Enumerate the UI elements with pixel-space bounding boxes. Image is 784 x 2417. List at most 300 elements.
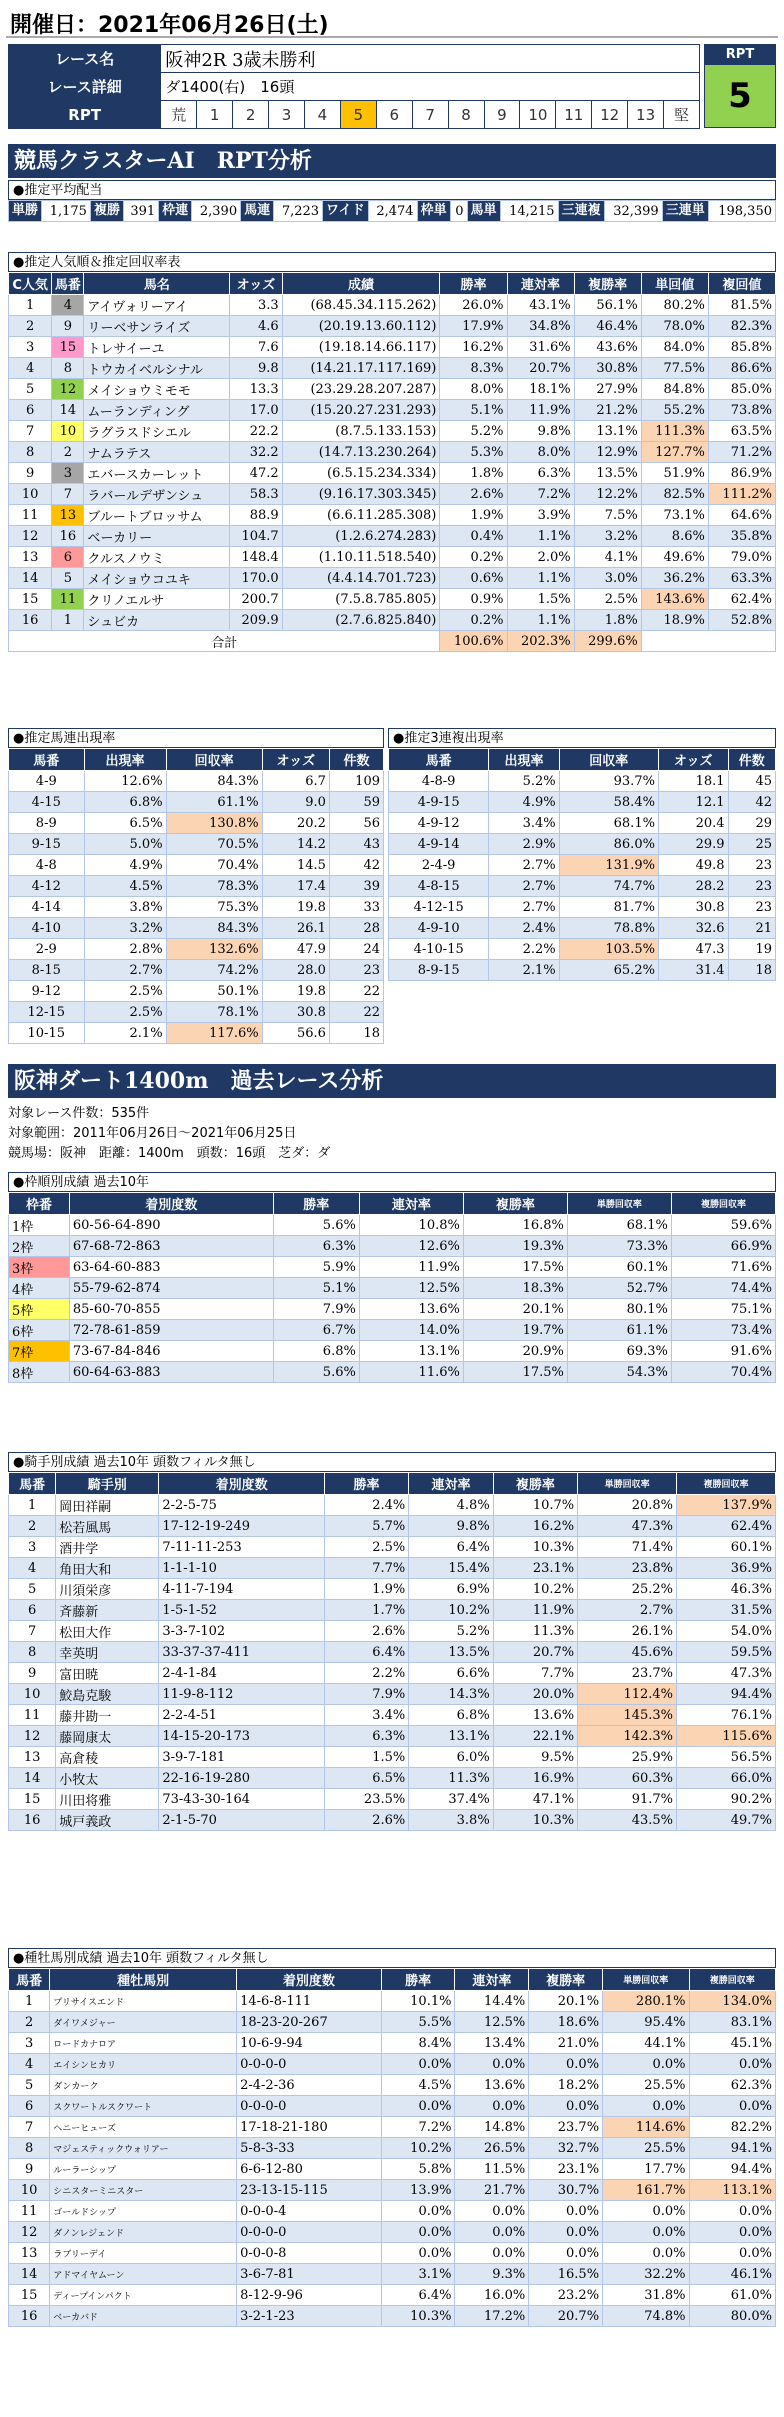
- table-cell: 6枠: [9, 1320, 70, 1341]
- column-header: オッズ: [230, 273, 282, 295]
- table-cell: 63-64-60-883: [69, 1257, 273, 1278]
- table-cell: 11.5%: [455, 2159, 529, 2180]
- table-cell: 7.7%: [493, 1663, 577, 1684]
- payout-title: ●推定平均配当: [8, 180, 776, 200]
- table-cell: 8.3%: [440, 358, 507, 379]
- table-cell: 55.2%: [641, 400, 708, 421]
- table-cell: 2.4%: [489, 918, 559, 939]
- payout-value: 1,175: [42, 201, 91, 222]
- table-row: [9, 2285, 776, 2306]
- table-cell: 4.9%: [84, 855, 166, 876]
- table-cell: ベーカバド: [50, 2306, 237, 2327]
- table-cell: 75.1%: [671, 1299, 775, 1320]
- table-cell: シニスターミニスター: [50, 2180, 237, 2201]
- table-cell: 4: [9, 358, 52, 379]
- table-row: [9, 939, 384, 960]
- table-cell: 59.5%: [677, 1642, 776, 1663]
- table-cell: ダイワメジャー: [50, 2012, 237, 2033]
- table-cell: 0.0%: [381, 2054, 455, 2075]
- column-header: 勝率: [273, 1193, 359, 1215]
- table-cell: 67-68-72-863: [69, 1236, 273, 1257]
- table-cell: 111.3%: [641, 421, 708, 442]
- table-cell: 2.1%: [489, 960, 559, 981]
- table-cell: 8: [9, 442, 52, 463]
- table-cell: 29: [728, 813, 775, 834]
- table-cell: 62.4%: [708, 589, 775, 610]
- table-cell: 30.8: [658, 897, 728, 918]
- table-cell: 14.3%: [409, 1684, 493, 1705]
- table-cell: 13.1%: [574, 421, 641, 442]
- rpt-scale-cell: 1: [197, 101, 233, 129]
- column-header: 単勝回収率: [603, 1969, 689, 1991]
- table-cell: 9: [9, 2159, 50, 2180]
- table-cell: 49.8: [658, 855, 728, 876]
- table-cell: 5.7%: [324, 1516, 408, 1537]
- table-cell: 25.2%: [578, 1579, 677, 1600]
- table-cell: 7: [9, 421, 52, 442]
- rpt-value: 5: [705, 65, 775, 127]
- table-cell: ゴールドシップ: [50, 2201, 237, 2222]
- column-header: 単勝回収率: [578, 1473, 677, 1495]
- table-cell: クルスノウミ: [84, 547, 230, 568]
- jockey-section: [8, 1452, 776, 1831]
- table-cell: 1: [9, 295, 52, 316]
- race-detail-label: レース詳細: [9, 73, 161, 101]
- table-cell: 84.3%: [166, 918, 262, 939]
- table-cell: 2: [52, 442, 84, 463]
- column-header: 出現率: [489, 749, 559, 771]
- total-label: 合計: [9, 631, 440, 652]
- table-cell: 68.1%: [559, 813, 658, 834]
- table-cell: 36.2%: [641, 568, 708, 589]
- table-cell: ブルートブロッサム: [84, 505, 230, 526]
- rpt-scale-cell: 12: [592, 101, 628, 129]
- table-cell: 23: [728, 876, 775, 897]
- table-cell: 14.0%: [359, 1320, 463, 1341]
- table-cell: 46.4%: [574, 316, 641, 337]
- table-cell: 35.8%: [708, 526, 775, 547]
- table-cell: トレサイーユ: [84, 337, 230, 358]
- table-cell: 43: [329, 834, 383, 855]
- popularity-title: ●推定人気順＆推定回収率表: [8, 252, 776, 272]
- table-row: [9, 484, 776, 505]
- past-range: 対象範囲：2011年06月26日～2021年06月25日: [8, 1126, 297, 1141]
- table-cell: 70.4%: [166, 855, 262, 876]
- table-cell: 1: [9, 1991, 50, 2012]
- table-cell: 103.5%: [559, 939, 658, 960]
- table-cell: 4-9-10: [389, 918, 489, 939]
- column-header: 単勝回収率: [567, 1193, 671, 1215]
- table-cell: 4-8-15: [389, 876, 489, 897]
- table-cell: 0.0%: [603, 2222, 689, 2243]
- table-cell: 2.6%: [324, 1810, 408, 1831]
- table-cell: 17.2%: [455, 2306, 529, 2327]
- table-cell: 0.0%: [455, 2054, 529, 2075]
- table-cell: 0.2%: [440, 547, 507, 568]
- table-cell: 109: [329, 771, 383, 792]
- table-cell: 12.2%: [574, 484, 641, 505]
- table-cell: 30.8: [262, 1002, 329, 1023]
- payout-value: 7,223: [274, 201, 323, 222]
- table-cell: 32.2: [230, 442, 282, 463]
- table-cell: 0-0-0-0: [237, 2054, 382, 2075]
- table-cell: 6.5%: [324, 1768, 408, 1789]
- table-cell: 58.4%: [559, 792, 658, 813]
- table-cell: 46.1%: [689, 2264, 776, 2285]
- table-cell: 2.7%: [489, 876, 559, 897]
- sanfuku-section: [388, 728, 776, 981]
- table-cell: 0.2%: [440, 610, 507, 631]
- table-cell: 3.2%: [84, 918, 166, 939]
- table-cell: 1.1%: [507, 568, 574, 589]
- table-cell: 32.6: [658, 918, 728, 939]
- table-cell: 132.6%: [166, 939, 262, 960]
- sire-section: [8, 1948, 776, 2327]
- table-cell: 1.8%: [440, 463, 507, 484]
- table-cell: 0.0%: [529, 2054, 603, 2075]
- table-cell: 小牧太: [56, 1768, 159, 1789]
- table-cell: 55-79-62-874: [69, 1278, 273, 1299]
- table-cell: 2: [9, 2012, 50, 2033]
- table-cell: 4-9-12: [389, 813, 489, 834]
- table-cell: 11: [9, 2201, 50, 2222]
- column-header: 馬番: [9, 749, 85, 771]
- column-header: 回収率: [166, 749, 262, 771]
- table-row: [389, 813, 776, 834]
- table-row: [9, 2075, 776, 2096]
- rpt-box: [704, 44, 776, 128]
- table-cell: 17-12-19-249: [159, 1516, 324, 1537]
- table-cell: 2.6%: [440, 484, 507, 505]
- table-cell: 145.3%: [578, 1705, 677, 1726]
- table-row: [9, 2012, 776, 2033]
- table-cell: 18.1: [658, 771, 728, 792]
- table-row: [389, 771, 776, 792]
- table-cell: 78.8%: [559, 918, 658, 939]
- table-cell: 4-11-7-194: [159, 1579, 324, 1600]
- table-row: [9, 2243, 776, 2264]
- table-cell: 9.8: [230, 358, 282, 379]
- table-cell: 藤岡康太: [56, 1726, 159, 1747]
- table-row: [9, 2264, 776, 2285]
- table-cell: 86.6%: [708, 358, 775, 379]
- payout-value: 391: [123, 201, 158, 222]
- table-cell: 114.6%: [603, 2117, 689, 2138]
- table-cell: 95.4%: [603, 2012, 689, 2033]
- table-cell: 68.1%: [567, 1215, 671, 1236]
- column-header: 馬番: [389, 749, 489, 771]
- table-cell: 19.3%: [463, 1236, 567, 1257]
- table-cell: 5-8-3-33: [237, 2138, 382, 2159]
- table-cell: 30.8%: [574, 358, 641, 379]
- table-cell: 14: [9, 568, 52, 589]
- rpt-scale-cell: 2: [233, 101, 269, 129]
- table-cell: 6.8%: [409, 1705, 493, 1726]
- table-cell: 6.5%: [84, 813, 166, 834]
- table-cell: (6.5.15.234.334): [282, 463, 440, 484]
- table-cell: 20.1%: [529, 1991, 603, 2012]
- total-value: 299.6%: [574, 631, 641, 652]
- table-cell: 10.3%: [493, 1810, 577, 1831]
- table-cell: ロードカナロア: [50, 2033, 237, 2054]
- table-row: [389, 876, 776, 897]
- table-row: [9, 918, 384, 939]
- table-cell: 0.0%: [603, 2096, 689, 2117]
- table-cell: 61.1%: [166, 792, 262, 813]
- table-row: [9, 442, 776, 463]
- table-cell: 14: [9, 1768, 56, 1789]
- table-cell: 13.4%: [455, 2033, 529, 2054]
- table-cell: 4-8-9: [389, 771, 489, 792]
- table-cell: 70.5%: [166, 834, 262, 855]
- table-cell: 0.0%: [455, 2096, 529, 2117]
- table-cell: 5: [9, 379, 52, 400]
- column-header: 馬番: [9, 1969, 50, 1991]
- table-cell: 6.4%: [324, 1642, 408, 1663]
- table-cell: ムーランディング: [84, 400, 230, 421]
- table-cell: ラグラスドシエル: [84, 421, 230, 442]
- table-cell: 3.8%: [409, 1810, 493, 1831]
- table-cell: 83.1%: [689, 2012, 776, 2033]
- payout-table: [8, 200, 776, 222]
- table-cell: 1: [9, 1495, 56, 1516]
- table-cell: 28: [329, 918, 383, 939]
- table-cell: 10-6-9-94: [237, 2033, 382, 2054]
- column-header: 回収率: [559, 749, 658, 771]
- table-cell: 148.4: [230, 547, 282, 568]
- table-cell: 50.1%: [166, 981, 262, 1002]
- past-cond: 競馬場：阪神 距離：1400m 頭数：16頭 芝ダ：ダ: [8, 1146, 331, 1161]
- table-cell: 3.4%: [324, 1705, 408, 1726]
- table-cell: 19.8: [262, 897, 329, 918]
- table-cell: 23.1%: [529, 2159, 603, 2180]
- rpt-scale-cell: 5: [340, 101, 376, 129]
- table-cell: 12: [9, 1726, 56, 1747]
- table-cell: 0.0%: [529, 2222, 603, 2243]
- table-cell: 73.1%: [641, 505, 708, 526]
- table-row: [9, 2222, 776, 2243]
- table-row: [9, 1215, 776, 1236]
- table-cell: 20.4: [658, 813, 728, 834]
- umaren-section: [8, 728, 384, 1044]
- table-cell: 66.0%: [677, 1768, 776, 1789]
- table-cell: 0.0%: [455, 2243, 529, 2264]
- table-cell: 0-0-0-0: [237, 2096, 382, 2117]
- table-cell: 9-12: [9, 981, 85, 1002]
- table-cell: 8.4%: [381, 2033, 455, 2054]
- table-cell: 32.7%: [529, 2138, 603, 2159]
- payout-value: 198,350: [708, 201, 775, 222]
- table-cell: 94.4%: [689, 2159, 776, 2180]
- table-cell: 73.8%: [708, 400, 775, 421]
- race-date: 開催日：2021年06月26日(土): [10, 13, 329, 38]
- column-header: 複勝回収率: [677, 1473, 776, 1495]
- table-cell: 3.2%: [574, 526, 641, 547]
- payout-label: 複勝: [90, 201, 123, 222]
- table-cell: 9: [9, 1663, 56, 1684]
- table-cell: 5.9%: [273, 1257, 359, 1278]
- table-cell: 49.6%: [641, 547, 708, 568]
- table-cell: 11.9%: [507, 400, 574, 421]
- table-row: [389, 918, 776, 939]
- table-row: [9, 1278, 776, 1299]
- table-cell: 66.9%: [671, 1236, 775, 1257]
- table-row: [9, 1516, 776, 1537]
- table-cell: 4-9-15: [389, 792, 489, 813]
- table-cell: 6.8%: [84, 792, 166, 813]
- table-cell: 2: [9, 1516, 56, 1537]
- table-cell: 80.0%: [689, 2306, 776, 2327]
- column-header: 枠番: [9, 1193, 70, 1215]
- table-cell: 33-37-37-411: [159, 1642, 324, 1663]
- table-cell: 23: [728, 897, 775, 918]
- table-cell: 6: [9, 2096, 50, 2117]
- table-cell: 7: [9, 2117, 50, 2138]
- column-header: 単回値: [641, 273, 708, 295]
- table-cell: 3.3: [230, 295, 282, 316]
- table-cell: 21: [728, 918, 775, 939]
- table-cell: 71.2%: [708, 442, 775, 463]
- table-cell: 12.5%: [455, 2012, 529, 2033]
- table-cell: 11.6%: [359, 1362, 463, 1383]
- table-row: [9, 358, 776, 379]
- table-cell: 34.8%: [507, 316, 574, 337]
- table-row: [9, 505, 776, 526]
- table-cell: 5.0%: [84, 834, 166, 855]
- table-cell: 3-3-7-102: [159, 1621, 324, 1642]
- table-cell: 17.5%: [463, 1362, 567, 1383]
- table-cell: 9.8%: [409, 1516, 493, 1537]
- sanfuku-title: ●推定3連複出現率: [388, 728, 776, 748]
- table-cell: 170.0: [230, 568, 282, 589]
- table-cell: 93.7%: [559, 771, 658, 792]
- rpt-scale-cell: 6: [376, 101, 412, 129]
- column-header: 複回値: [708, 273, 775, 295]
- table-cell: 47.3: [658, 939, 728, 960]
- table-cell: 6.3%: [507, 463, 574, 484]
- table-row: [9, 981, 384, 1002]
- column-header: 件数: [329, 749, 383, 771]
- table-cell: 5枠: [9, 1299, 70, 1320]
- table-cell: 2.7%: [84, 960, 166, 981]
- table-cell: 7枠: [9, 1341, 70, 1362]
- payout-value: 32,399: [604, 201, 662, 222]
- table-cell: 4-9-14: [389, 834, 489, 855]
- table-cell: アイヴォリーアイ: [84, 295, 230, 316]
- table-row: [9, 1726, 776, 1747]
- table-row: [9, 463, 776, 484]
- table-row: [389, 792, 776, 813]
- table-cell: 13.1%: [359, 1341, 463, 1362]
- table-cell: 143.6%: [641, 589, 708, 610]
- rpt-scale-cell: 7: [412, 101, 448, 129]
- table-cell: 2.5%: [84, 1002, 166, 1023]
- table-cell: 高倉稜: [56, 1747, 159, 1768]
- table-cell: 25: [728, 834, 775, 855]
- table-cell: 17.7%: [603, 2159, 689, 2180]
- table-cell: 75.3%: [166, 897, 262, 918]
- table-cell: 城戸義政: [56, 1810, 159, 1831]
- table-cell: 19.8: [262, 981, 329, 1002]
- table-cell: 0.6%: [440, 568, 507, 589]
- table-row: [9, 876, 384, 897]
- table-row: [9, 610, 776, 631]
- past-title: 阪神ダート1400m 過去レース分析: [8, 1064, 776, 1098]
- table-row: [9, 316, 776, 337]
- table-cell: 0.0%: [381, 2096, 455, 2117]
- table-cell: 26.0%: [440, 295, 507, 316]
- table-cell: 18.1%: [507, 379, 574, 400]
- table-cell: 15: [9, 1789, 56, 1810]
- table-cell: 6: [52, 547, 84, 568]
- table-cell: 5: [52, 568, 84, 589]
- table-cell: 84.8%: [641, 379, 708, 400]
- table-cell: 7: [52, 484, 84, 505]
- rpt-scale-cell: 8: [448, 101, 484, 129]
- table-cell: 112.4%: [578, 1684, 677, 1705]
- table-cell: 81.5%: [708, 295, 775, 316]
- table-cell: 4: [9, 1558, 56, 1579]
- table-cell: 6: [9, 1600, 56, 1621]
- waku-table: [8, 1192, 776, 1383]
- table-cell: 23.7%: [529, 2117, 603, 2138]
- table-cell: 12: [52, 379, 84, 400]
- table-cell: 20.7%: [529, 2306, 603, 2327]
- table-cell: 134.0%: [689, 1991, 776, 2012]
- table-cell: 60.1%: [677, 1537, 776, 1558]
- table-cell: 0.0%: [689, 2054, 776, 2075]
- table-cell: 2枠: [9, 1236, 70, 1257]
- table-cell: 5.2%: [440, 421, 507, 442]
- table-cell: 130.8%: [166, 813, 262, 834]
- table-cell: 142.3%: [578, 1726, 677, 1747]
- table-cell: 23.1%: [493, 1558, 577, 1579]
- table-cell: 45: [728, 771, 775, 792]
- table-cell: 44.1%: [603, 2033, 689, 2054]
- table-cell: 47.1%: [493, 1789, 577, 1810]
- table-row: [389, 960, 776, 981]
- jockey-table: [8, 1472, 776, 1831]
- table-cell: 4.5%: [84, 876, 166, 897]
- table-cell: 21.2%: [574, 400, 641, 421]
- table-cell: 47.3%: [578, 1516, 677, 1537]
- table-row: [9, 855, 384, 876]
- table-cell: 7-11-11-253: [159, 1537, 324, 1558]
- popularity-section: [8, 252, 776, 652]
- table-cell: 62.3%: [689, 2075, 776, 2096]
- table-cell: 7.2%: [381, 2117, 455, 2138]
- table-cell: 0.0%: [381, 2201, 455, 2222]
- table-cell: 1-5-1-52: [159, 1600, 324, 1621]
- column-header: 勝率: [440, 273, 507, 295]
- table-cell: 16.5%: [529, 2264, 603, 2285]
- table-cell: 29.9: [658, 834, 728, 855]
- payout-label: 枠単: [417, 201, 450, 222]
- table-row: [389, 939, 776, 960]
- table-row: [9, 400, 776, 421]
- column-header: 馬名: [84, 273, 230, 295]
- table-row: [9, 1341, 776, 1362]
- table-cell: 11.9%: [359, 1257, 463, 1278]
- table-cell: 岡田祥嗣: [56, 1495, 159, 1516]
- table-cell: 11.9%: [493, 1600, 577, 1621]
- table-cell: 10: [9, 2180, 50, 2201]
- table-cell: 8: [9, 2138, 50, 2159]
- payout-label: 枠連: [159, 201, 192, 222]
- table-row: [9, 1991, 776, 2012]
- table-cell: 45.6%: [578, 1642, 677, 1663]
- table-cell: 4.8%: [409, 1495, 493, 1516]
